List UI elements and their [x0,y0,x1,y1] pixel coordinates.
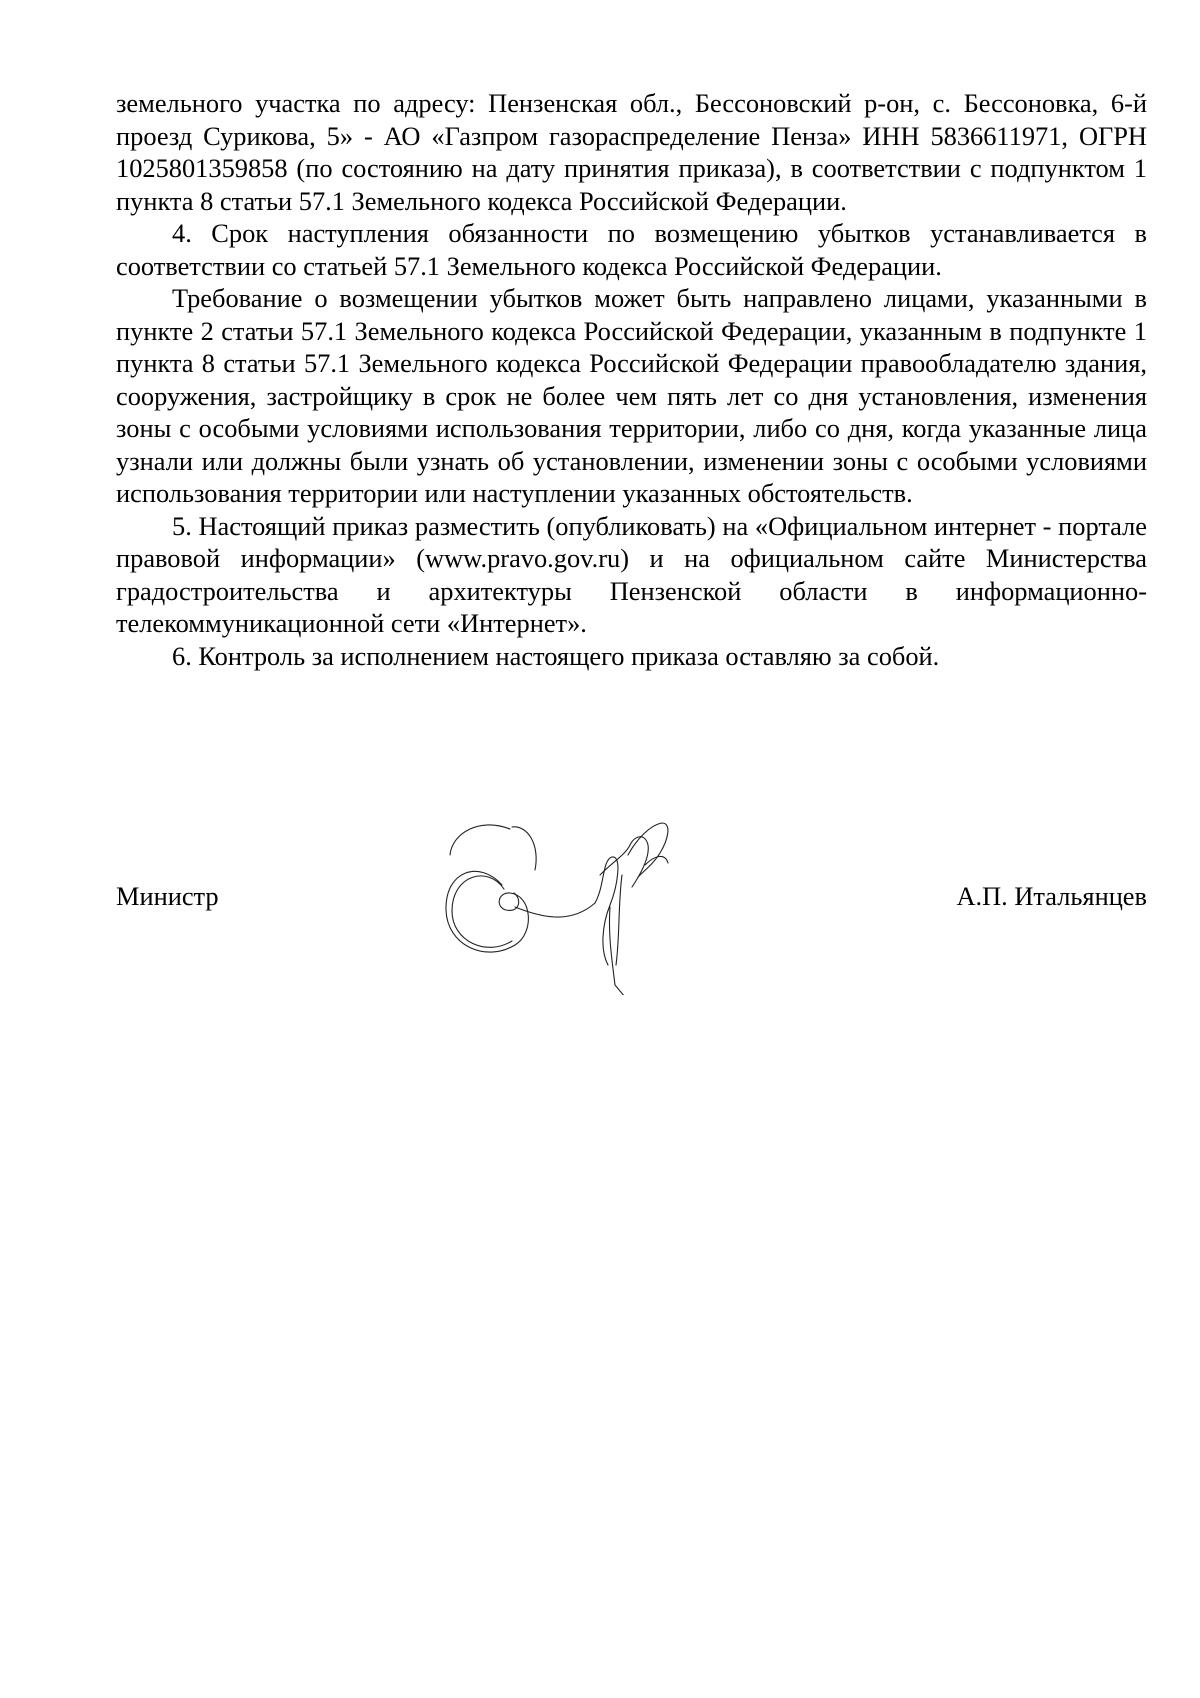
paragraph-continuation: земельного участка по адресу: Пензенская обл., Бессоновский р-он, с. Бессоновка, 6-й проезд Сурикова, 5» - АО «Газпром газораспределение Пенза» ИНН 5836611971, ОГРН 1025801359858 (по состоянию на дату принятия приказа), в соответствии с подпунктом 1 пункта 8 статьи 57.1 Земельного кодекса Российской Федерации. [116,88,1147,216]
paragraph-item-6: 6. Контроль за исполнением настоящего приказа оставляю за собой. [172,640,940,671]
signatory-title: Министр [116,881,219,911]
signatory-name: А.П. Итальянцев [956,881,1147,911]
handwritten-signature [440,815,710,995]
paragraph-item-5: 5. Настоящий приказ разместить (опубликовать) на «Официальном интернет - портале правовой информации» (www.pravo.gov.ru) и на официальном сайте Министерства градостроительства и архитектуры Пензенской области в информационно-телекоммуникационной сети «Интернет». [116,510,1147,638]
paragraph-claim-requirement: Требование о возмещении убытков может быть направлено лицами, указанными в пункте 2 статьи 57.1 Земельного кодекса Российской Федерации, указанным в подпункте 1 пункта 8 статьи 57.1 Земельного кодекса Российской Федерации правообладателю здания, сооружения, застройщику в срок не более чем пять лет со дня установления, изменения зоны с особыми условиями использования территории, либо со дня, когда указанные лица узнали или должны были узнать об установлении, изменении зоны с особыми условиями использования территории или наступлении указанных обстоятельств. [116,283,1147,508]
document-body [116,87,1147,672]
paragraph-item-4: 4. Срок наступления обязанности по возмещению убытков устанавливается в соответствии со статьей 57.1 Земельного кодекса Российской Федерации. [116,218,1147,281]
